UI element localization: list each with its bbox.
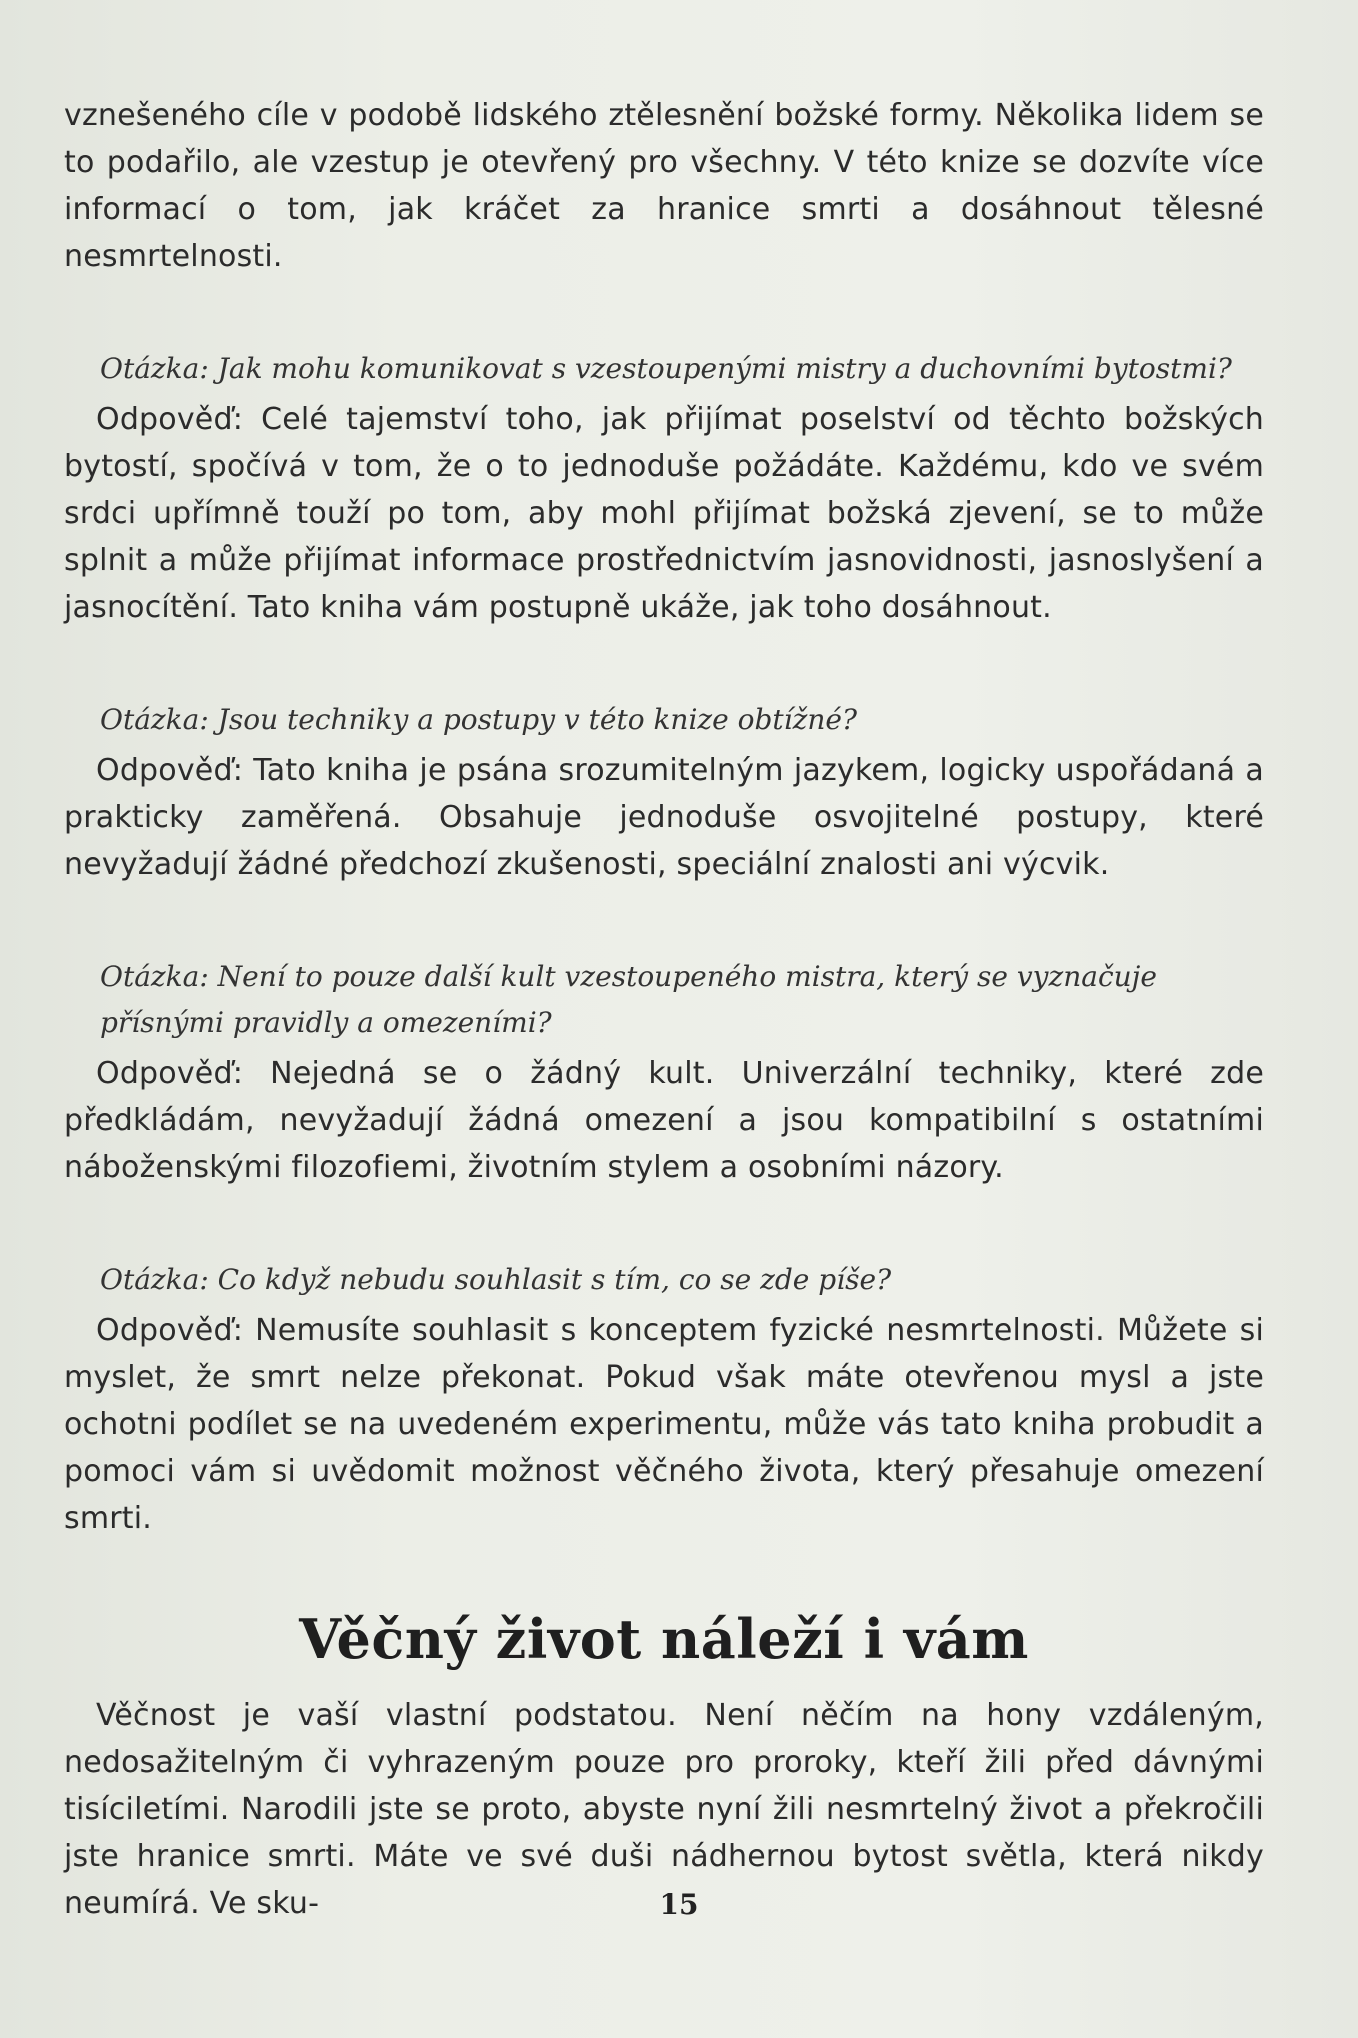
intro-paragraph: vznešeného cíle v podobě lidského ztělesnění božské formy. Několika lidem se to podařilo, ale vzestup je otevřený pro všechny. V této knize se dozvíte více informací o tom, jak kráčet za hranice smrti a dosáhnout tělesné nesmrtelnosti.: [64, 98, 1264, 274]
question-1: Otázka: Jak mohu komunikovat s vzestoupenými mistry a duchovními bytostmi?: [100, 352, 1232, 385]
answer-2: Odpověď: Tato kniha je psána srozumitelným jazykem, logicky uspořádaná a prakticky zaměřená. Obsahuje jednoduše osvojitelné postupy, které nevyžadují žádné předchozí zkušenosti, speciální znalosti ani výcvik.: [64, 753, 1264, 882]
question-4: Otázka: Co když nebudu souhlasit s tím, co se zde píše?: [100, 1263, 892, 1296]
answer-4: Odpověď: Nemusíte souhlasit s konceptem fyzické nesmrtelnosti. Můžete si myslet, že smrt nelze překonat. Pokud však máte otevřenou mysl a jste ochotni podílet se na uvedeném experimentu, může vás tato kniha probudit a pomoci vám si uvědomit možnost věčného života, který přesahuje omezení smrti.: [64, 1313, 1264, 1536]
answer-1: Odpověď: Celé tajemství toho, jak přijímat poselství od těchto božských bytostí, spočívá v tom, že o to jednoduše požádáte. Každému, kdo ve svém srdci upřímně touží po tom, aby mohl přijímat božská zjevení, se to může splnit a může přijímat informace prostřednictvím jasnovidnosti, jasnoslyšení a jasnocítění. Tato kniha vám postupně ukáže, jak toho dosáhnout.: [64, 402, 1264, 625]
section-paragraph: Věčnost je vaší vlastní podstatou. Není něčím na hony vzdáleným, nedosažitelným či vyhrazeným pouze pro proroky, kteří žili před dávnými tisíciletími. Narodili jste se proto, abyste nyní žili nesmrtelný život a překročili jste hranice smrti. Máte ve své duši nádhernou bytost světla, která nikdy neumírá. Ve sku-: [64, 1698, 1264, 1921]
question-3: Otázka: Není to pouze další kult vzestoupeného mistra, který se vyznačuje přísnými pravidly a omezeními?: [100, 960, 1157, 1039]
answer-3: Odpověď: Nejedná se o žádný kult. Univerzální techniky, které zde předkládám, nevyžadují žádná omezení a jsou kompatibilní s ostatními náboženskými filozofiemi, životním stylem a osobními názory.: [64, 1056, 1264, 1185]
qa-block-4: [64, 1257, 1264, 1542]
section-heading: Věčný život náleží i vám: [299, 1607, 1029, 1671]
qa-block-3: [64, 954, 1264, 1191]
qa-block-2: [64, 697, 1264, 888]
qa-block-1: [64, 346, 1264, 631]
page-content: [64, 92, 1264, 1927]
page-number: 15: [659, 1888, 699, 1921]
question-2: Otázka: Jsou techniky a postupy v této knize obtížné?: [100, 703, 857, 736]
